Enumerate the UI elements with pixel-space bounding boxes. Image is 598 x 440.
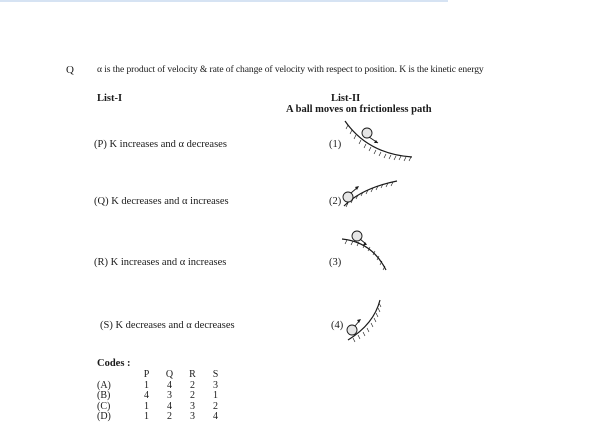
list1-title: List-I	[97, 93, 123, 104]
codes-header-s: S	[212, 369, 219, 380]
top-rule	[0, 0, 448, 2]
codes-row-b	[94, 391, 227, 402]
question-label: Q	[66, 64, 74, 76]
list2-num-4: (4)	[331, 320, 344, 331]
path-figure-1	[340, 116, 420, 166]
list1-item-q: (Q) K decreases and α increases	[94, 196, 229, 207]
path-figure-4	[340, 296, 386, 346]
codes-cell: 3	[213, 379, 218, 391]
codes-cell: 1	[144, 400, 149, 412]
codes-row-a	[94, 381, 227, 392]
codes-row-d	[94, 412, 227, 423]
codes-header-q: Q	[165, 369, 174, 380]
path-figure-3	[340, 234, 392, 274]
codes-cell: 4	[213, 411, 218, 422]
codes-row-c	[94, 402, 227, 413]
list1-item-p: (P) K increases and α decreases	[94, 139, 227, 150]
codes-cell: 4	[167, 400, 172, 412]
codes-title: Codes :	[97, 358, 131, 369]
codes-cell: 1	[144, 411, 149, 422]
question-text: α is the product of velocity & rate of change of velocity with respect to position. K is the kinetic energy	[97, 64, 484, 75]
list1-item-r: (R) K increases and α increases	[94, 257, 227, 268]
path-figure-2	[340, 178, 402, 212]
codes-header-r: R	[189, 369, 196, 380]
list2-num-1: (1)	[329, 139, 342, 150]
codes-cell: 4	[167, 379, 172, 391]
codes-row-label: (C)	[97, 400, 111, 412]
codes-cell: 3	[167, 390, 172, 401]
list1-item-s: (S) K decreases and α decreases	[100, 320, 235, 331]
ball-icon	[343, 192, 353, 202]
codes-cell: 2	[213, 400, 218, 412]
codes-cell: 1	[144, 379, 149, 391]
list2-subtitle: A ball moves on frictionless path	[286, 104, 432, 115]
codes-row-label: (D)	[97, 411, 111, 422]
codes-cell: 3	[190, 400, 195, 412]
codes-table	[94, 370, 227, 423]
ball-icon	[362, 128, 372, 138]
list2-num-2: (2)	[329, 196, 342, 207]
codes-cell: 1	[213, 390, 218, 401]
codes-cell: 3	[190, 411, 195, 422]
ball-icon	[347, 325, 357, 335]
list2-num-3: (3)	[329, 257, 342, 268]
codes-row-label: (B)	[97, 390, 111, 401]
codes-header-row	[94, 370, 227, 381]
codes-cell: 4	[144, 390, 149, 401]
codes-cell: 2	[190, 390, 195, 401]
list2-title: List-II	[331, 93, 361, 104]
codes-cell: 2	[167, 411, 172, 422]
codes-cell: 2	[190, 379, 195, 391]
codes-row-label: (A)	[97, 379, 111, 391]
codes-header-p: P	[143, 369, 150, 380]
